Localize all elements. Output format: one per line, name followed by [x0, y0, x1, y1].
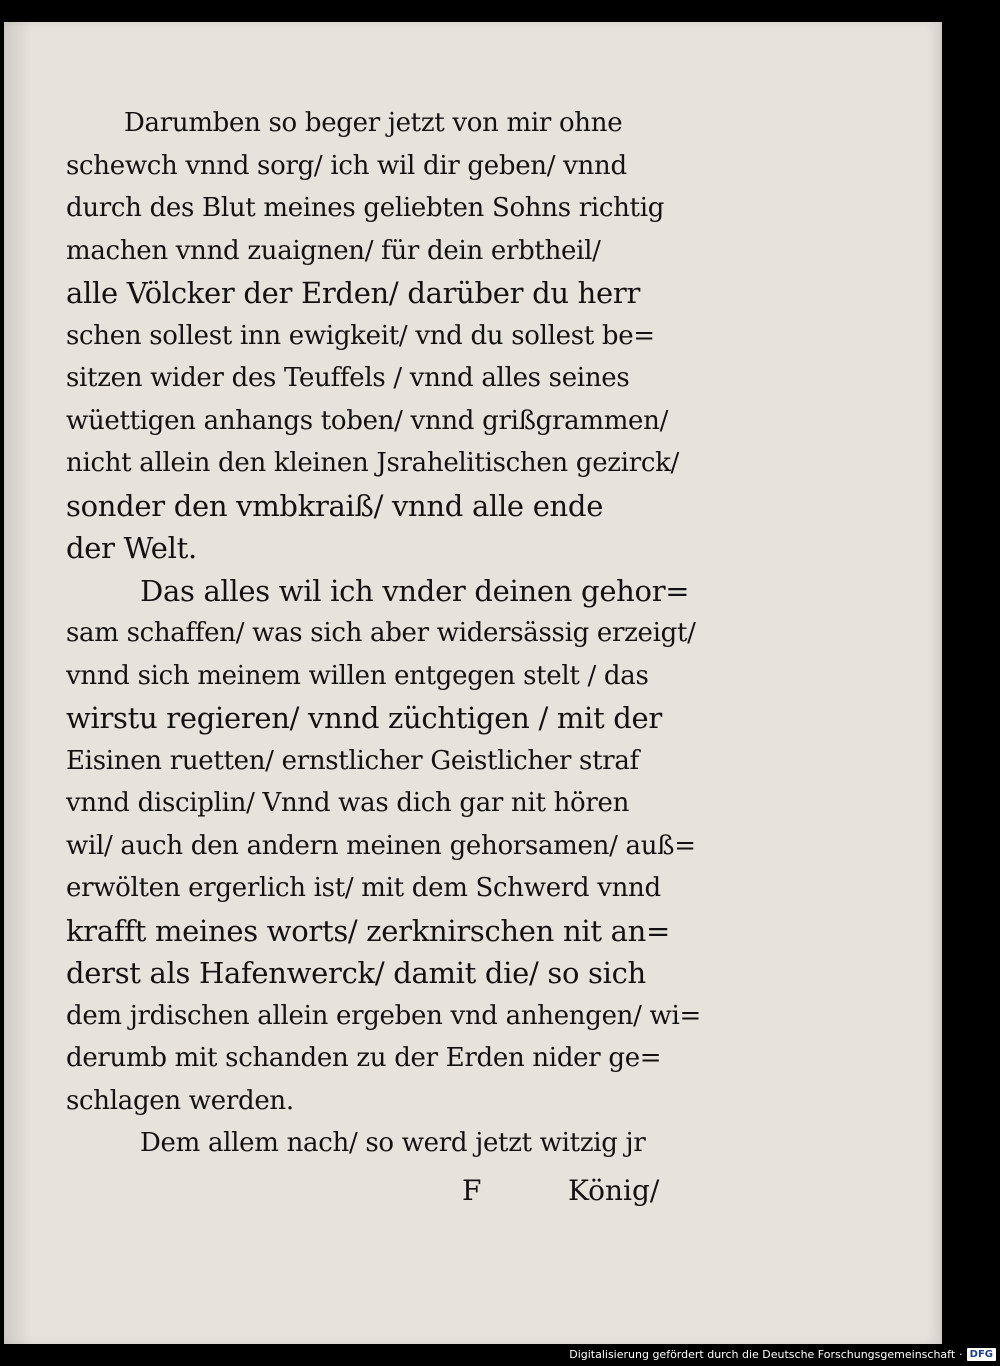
- text-line: schlagen werden.: [66, 1085, 294, 1116]
- text-line: Eisinen ruetten/ ernstlicher Geistlicher straf: [66, 745, 639, 776]
- text-line: vnnd disciplin/ Vnnd was dich gar nit hören: [66, 788, 630, 818]
- text-line: Darumben so beger jetzt von mir ohne: [124, 108, 623, 138]
- page-foot: [66, 1174, 716, 1224]
- text-line: alle Völcker der Erden/ darüber du herr: [66, 276, 641, 310]
- dfg-logo-icon: DFG: [967, 1348, 996, 1361]
- text-line: dem jrdischen allein ergeben vnd anhengen/ wi=: [66, 1000, 701, 1031]
- text-line: krafft meines worts/ zerknirschen nit an=: [66, 913, 670, 948]
- catchword: König/: [568, 1174, 660, 1207]
- credit-text: Digitalisierung gefördert durch die Deutsche Forschungsgemeinschaft: [569, 1347, 956, 1361]
- text-line: sitzen wider des Teuffels / vnnd alles seines: [66, 363, 630, 393]
- signature-mark: F: [462, 1174, 482, 1207]
- text-line: Dem allem nach/ so werd jetzt witzig jr: [140, 1128, 646, 1158]
- text-line: nicht allein den kleinen Jsrahelitischen gezirck/: [66, 448, 679, 478]
- text-line: Das alles wil ich vnder deinen gehor=: [140, 573, 690, 608]
- text-line: wirstu regieren/ vnnd züchtigen / mit der: [66, 701, 662, 735]
- text-line: vnnd sich meinem willen entgegen stelt / das: [66, 660, 649, 691]
- text-line: derst als Hafenwerck/ damit die/ so sich: [66, 956, 646, 990]
- text-line: der Welt.: [66, 531, 197, 565]
- text-line: erwölten ergerlich ist/ mit dem Schwerd vnnd: [66, 873, 661, 903]
- text-line: durch des Blut meines geliebten Sohns richtig: [66, 193, 665, 223]
- digitization-credit: Digitalisierung gefördert durch die Deutsche Forschungsgemeinschaft · DFG: [569, 1346, 996, 1362]
- text-line: schewch vnnd sorg/ ich wil dir geben/ vnnd: [66, 150, 627, 181]
- book-page: [4, 22, 942, 1344]
- text-line: machen vnnd zuaignen/ für dein erbtheil/: [66, 235, 601, 266]
- text-line: schen sollest inn ewigkeit/ vnd du sollest be=: [66, 320, 655, 351]
- text-line: derumb mit schanden zu der Erden nider ge=: [66, 1043, 662, 1073]
- text-line: wüettigen anhangs toben/ vnnd grißgrammen/: [66, 405, 669, 436]
- text-line: wil/ auch den andern meinen gehorsamen/ auß=: [66, 830, 696, 861]
- text-line: sam schaffen/ was sich aber widersässig erzeigt/: [66, 618, 696, 648]
- page-text: [66, 102, 716, 1165]
- text-line: sonder den vmbkraiß/ vnnd alle ende: [66, 488, 604, 523]
